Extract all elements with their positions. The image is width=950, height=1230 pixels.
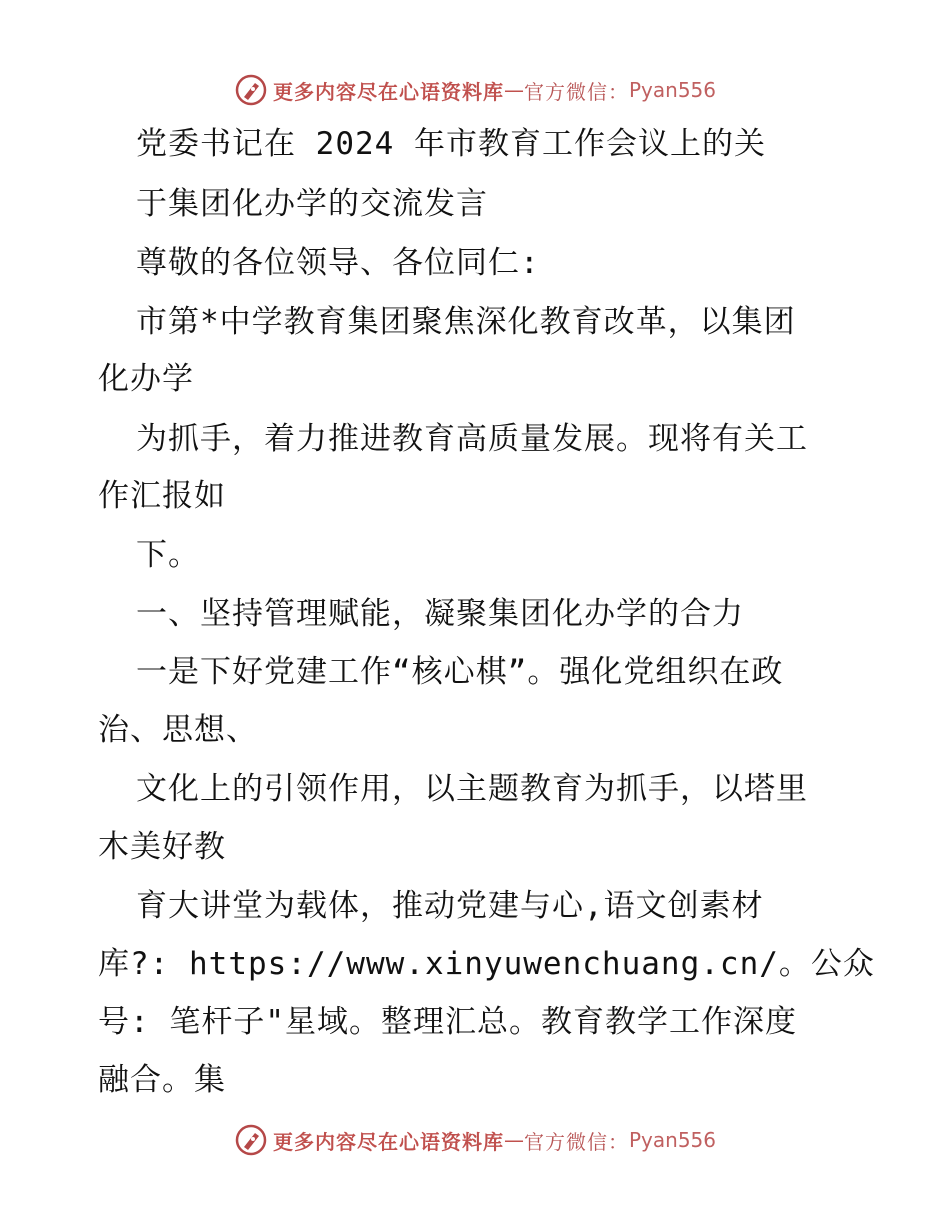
watermark-site-name: 更多内容尽在心语资料库 — [273, 79, 504, 104]
pen-nib-logo-icon — [235, 1124, 267, 1156]
paragraph-line: 市第*中学教育集团聚焦深化教育改革，以集团 — [136, 304, 796, 340]
watermark-wechat-id: Pyan556 — [629, 78, 717, 102]
paragraph-line: 治、思想、 — [98, 712, 258, 748]
paragraph-line: 化办学 — [98, 361, 194, 397]
salutation: 尊敬的各位领导、各位同仁: — [136, 245, 540, 281]
document-title-line-2: 于集团化办学的交流发言 — [136, 186, 488, 222]
paragraph-line: 库?: https://www.xinyuwenchuang.cn/。公众 — [98, 946, 875, 982]
watermark-wechat-label: 官方微信： — [524, 79, 629, 104]
paragraph-line: 木美好教 — [98, 829, 226, 865]
watermark-separator: — — [504, 1128, 524, 1152]
document-title-line-1: 党委书记在 2024 年市教育工作会议上的关 — [136, 126, 766, 162]
paragraph-line: 文化上的引领作用，以主题教育为抓手，以塔里 — [136, 771, 808, 807]
paragraph-line: 号: 笔杆子"星域。整理汇总。教育教学工作深度 — [98, 1004, 797, 1040]
pen-nib-logo-icon — [235, 74, 267, 106]
paragraph-line: 为抓手，着力推进教育高质量发展。现将有关工 — [136, 421, 808, 457]
watermark-site-name: 更多内容尽在心语资料库 — [273, 1129, 504, 1154]
watermark-wechat-id: Pyan556 — [629, 1128, 717, 1152]
footer-watermark — [235, 1122, 716, 1158]
header-watermark — [235, 72, 716, 108]
paragraph-line: 下。 — [136, 537, 200, 573]
paragraph-line: 育大讲堂为载体，推动党建与心,语文创素材 — [136, 888, 764, 924]
paragraph-line: 融合。集 — [98, 1062, 226, 1098]
paragraph-line: 一是下好党建工作“核心棋”。强化党组织在政 — [136, 654, 784, 690]
paragraph-line: 作汇报如 — [98, 478, 226, 514]
section-heading: 一、坚持管理赋能，凝聚集团化办学的合力 — [136, 596, 744, 632]
watermark-separator: — — [504, 78, 524, 102]
watermark-wechat-label: 官方微信： — [524, 1129, 629, 1154]
